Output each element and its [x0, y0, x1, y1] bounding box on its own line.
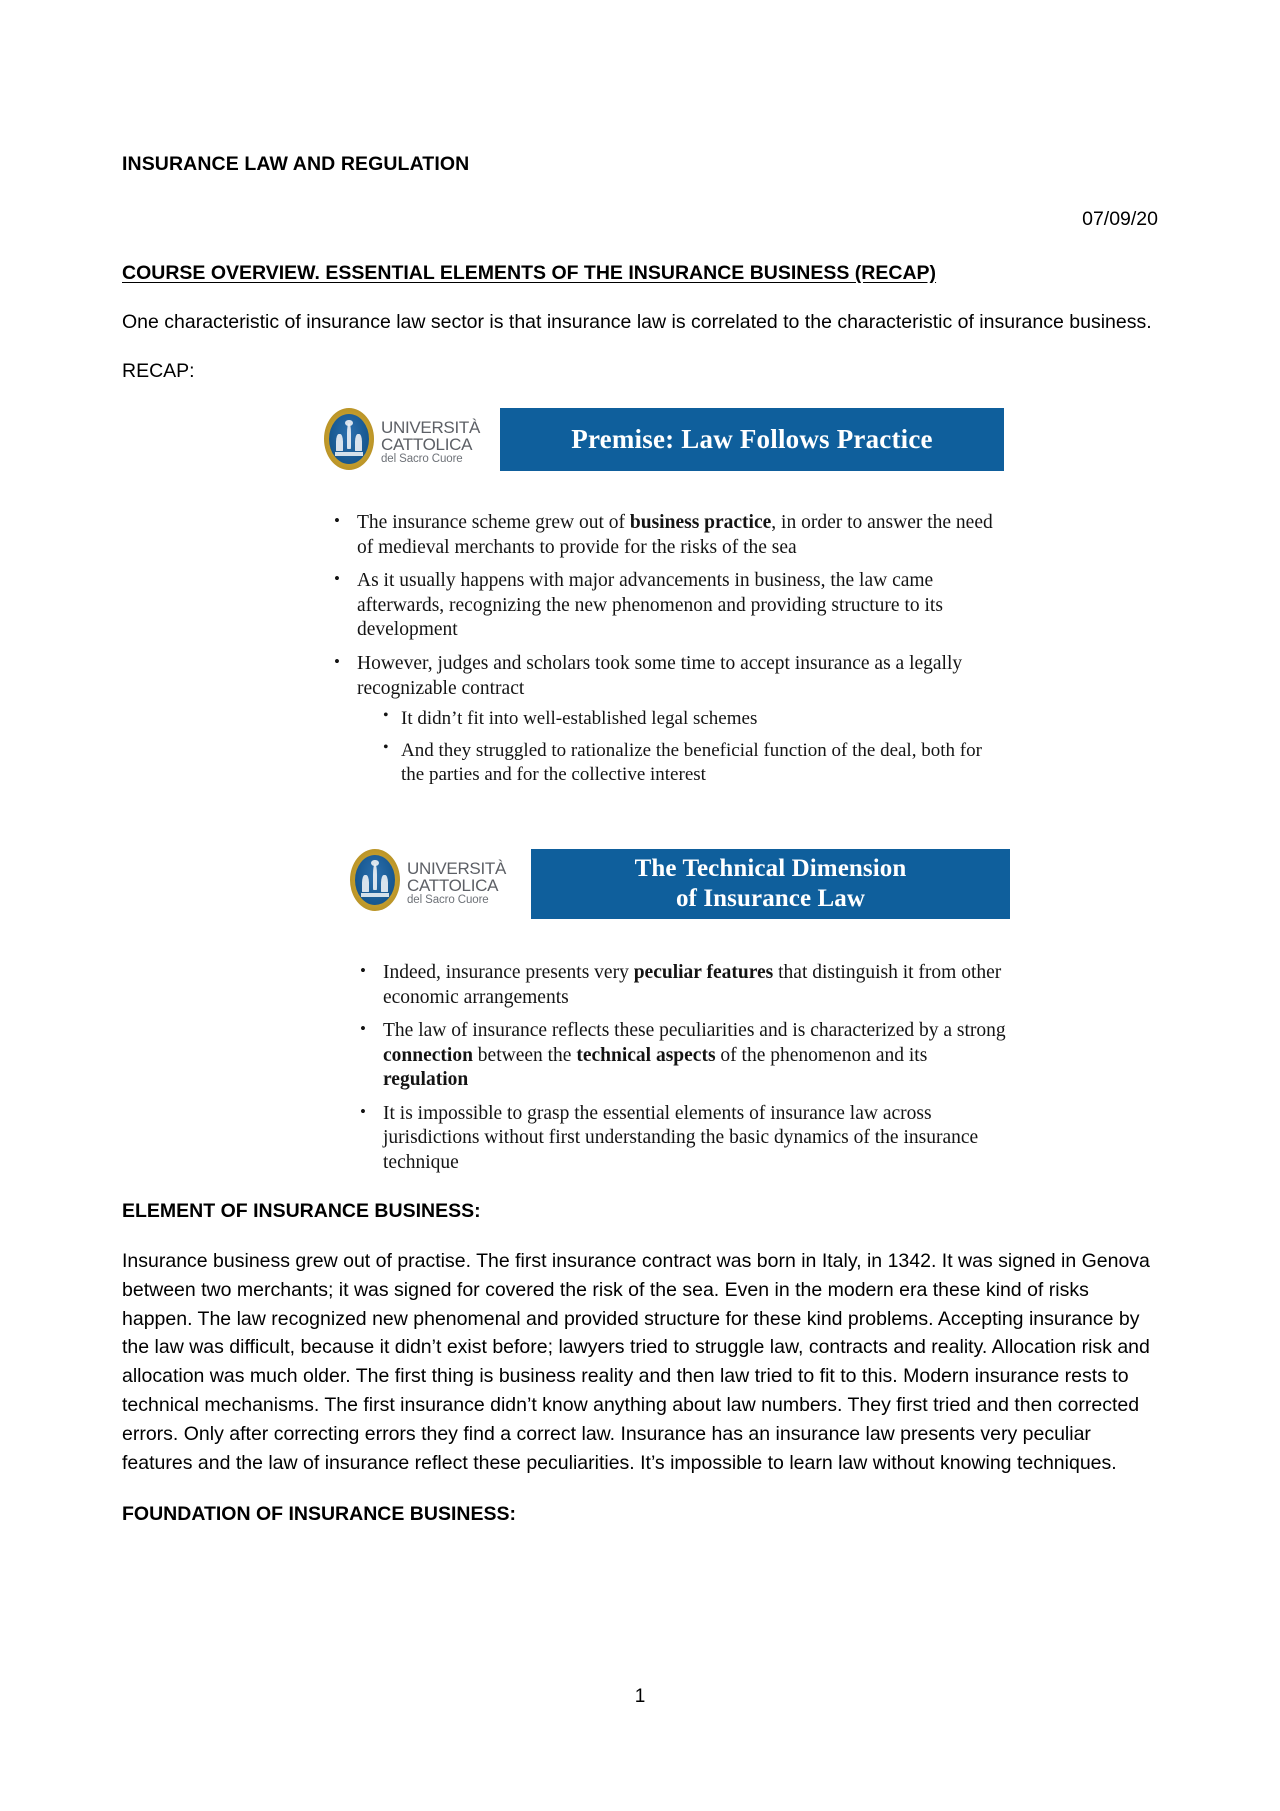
university-logo [324, 408, 480, 470]
bullet-text: However, judges and scholars took some time to accept insurance as a legally recognizable contract [357, 653, 963, 699]
bullet-emphasis: business practice [629, 512, 772, 534]
recap-label: RECAP: [122, 359, 195, 382]
document-date: 07/09/20 [1082, 208, 1158, 231]
bullet-text: The law of insurance reflects these peculiarities and is characterized by a strong [383, 1020, 1006, 1042]
page-number: 1 [634, 1686, 646, 1707]
slide-bullet [356, 961, 1010, 1010]
slide-body [324, 511, 1004, 787]
slide-banner-title [531, 849, 1010, 919]
bullet-text: of the phenomenon and its [715, 1044, 928, 1066]
logo-line-2: CATTOLICA [381, 434, 473, 454]
logo-line-2: CATTOLICA [407, 875, 499, 895]
slide-bullet [330, 569, 1004, 643]
slide-banner-title: Premise: Law Follows Practice [500, 408, 1004, 471]
foundation-of-insurance-business-heading: FOUNDATION OF INSURANCE BUSINESS: [122, 1502, 516, 1525]
university-logo-text [381, 413, 480, 466]
university-crest-icon [350, 849, 400, 911]
bullet-text: that distinguish it from other economic arrangements [383, 961, 1002, 1008]
slide-body [350, 961, 1010, 1176]
logo-line-3: del Sacro Cuore [381, 452, 463, 465]
slide1-bullet-list [330, 511, 1004, 787]
bullet-text: Indeed, insurance presents very [383, 961, 634, 983]
slide-sub-bullet-list [357, 707, 1004, 787]
logo-line-1: UNIVERSITÀ [381, 417, 481, 437]
bullet-text: The insurance scheme grew out of [357, 512, 630, 534]
slide-image-technical-dimension [350, 849, 1010, 1176]
section-heading: COURSE OVERVIEW. ESSENTIAL ELEMENTS OF THE INSURANCE BUSINESS (RECAP) [122, 261, 937, 284]
bullet-emphasis: regulation [383, 1069, 469, 1091]
slide-bullet [330, 652, 1004, 787]
banner-line-1: The Technical Dimension [634, 855, 907, 883]
bullet-text: As it usually happens with major advancements in business, the law came afterwards, recognizing the new phenomenon and providing structure to its development [357, 570, 943, 641]
bullet-emphasis: technical aspects [576, 1044, 716, 1066]
slide-sub-bullet: • It didn’t fit into well-established legal schemes [381, 707, 1004, 731]
university-logo [350, 849, 506, 911]
slide-header [324, 408, 1004, 471]
slide-image-premise [324, 408, 1004, 787]
slide2-bullet-list [356, 961, 1010, 1176]
element-of-insurance-business-heading: ELEMENT OF INSURANCE BUSINESS: [122, 1200, 481, 1223]
page-title: INSURANCE LAW AND REGULATION [122, 153, 470, 175]
logo-line-3: del Sacro Cuore [407, 893, 489, 906]
university-crest-icon [324, 408, 374, 470]
bullet-text: , in order to answer the need of medieval merchants to provide for the risks of the sea [357, 512, 993, 558]
bullet-text: It is impossible to grasp the essential elements of insurance law across jurisdictions without first understanding the basic dynamics of the insurance technique [383, 1102, 979, 1173]
logo-line-1: UNIVERSITÀ [407, 858, 507, 878]
slide-bullet [356, 1019, 1010, 1093]
university-logo-text [407, 854, 506, 907]
slide-bullet [330, 511, 1004, 560]
element-of-insurance-business-paragraph: Insurance business grew out of practise. The first insurance contract was born in Italy, in 1342. It was signed in Genova between two merchants; it was signed for covered the risk of the sea. Even in the modern era these kind of risks happen. The law recognized new phenomenal and provided structure for these kind problems. Accepting insurance by the law was difficult, because it didn’t exist before; lawyers tried to struggle law, contracts and reality. Allocation risk and allocation was much older. The first thing is business reality and then law tried to fit to this. Modern insurance rests to technical mechanisms. The first insurance didn’t know anything about law numbers. They first tried and then corrected errors. Only after correcting errors they find a correct law. Insurance has an insurance law presents very peculiar features and the law of insurance reflect these peculiarities. It’s impossible to learn law without knowing techniques. [122, 1249, 1150, 1474]
intro-paragraph: One characteristic of insurance law sector is that insurance law is correlated to the characteristic of insurance business. [122, 311, 1152, 334]
bullet-text: between the [472, 1044, 577, 1066]
slide-sub-bullet: • And they struggled to rationalize the beneficial function of the deal, both for the parties and for the collective interest [381, 739, 1004, 787]
banner-line-2: of Insurance Law [675, 884, 866, 912]
slide-header [350, 849, 1010, 919]
bullet-emphasis: peculiar features [633, 961, 774, 983]
slide-bullet [356, 1102, 1010, 1176]
bullet-emphasis: connection [383, 1044, 473, 1066]
